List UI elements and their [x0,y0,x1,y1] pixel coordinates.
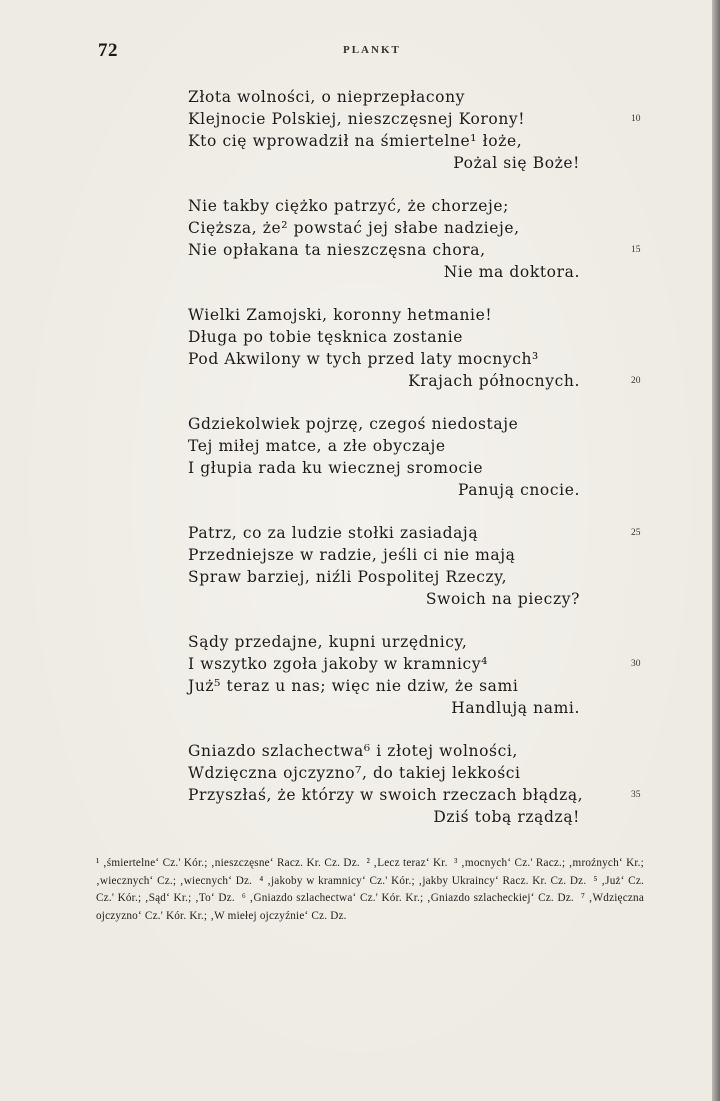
stanza [188,413,580,501]
footnote: ⁵ ‚Już‘ Cz. Cz.' Kór.; ‚Sąd‘ Kr.; ‚To‘ Dz. [96,874,645,904]
poem-line-text: I wszytko zgoła jakoby w kramnicy⁴ [188,655,488,673]
poem-line [188,566,580,588]
poem-line [188,675,580,697]
poem-line [188,457,580,479]
poem-line-text: Spraw barziej, niźli Pospolitej Rzeczy, [188,568,508,586]
poem-line-text: Pożal się Boże! [453,154,580,172]
poem-line [188,653,641,675]
poem-line [188,217,580,239]
line-number: 10 [631,114,641,124]
poem-line [188,544,580,566]
poem-line [188,435,580,457]
poem-line-text: Panują cnocie. [457,481,580,499]
poem-line-text: Nie takby ciężko patrzyć, że chorzeje; [188,197,509,215]
poem-line [188,370,641,392]
line-number: 35 [631,790,641,800]
footnote: ⁷ ‚Wdzięczna ojczyzno‘ Cz.' Kór. Kr.; ‚W miełej ojczyźnie‘ Cz. Dz. [96,892,645,922]
poem-line-text: Złota wolności, o nieprzepłacony [188,88,466,106]
poem-line-text: Handlują nami. [451,699,580,717]
footnote: ² ‚Lecz teraz‘ Kr. [366,857,448,869]
poem-line-text: Wdzięczna ojczyzno⁷, do takiej lekkości [188,764,521,782]
line-number: 25 [631,528,641,538]
poem-line [188,304,580,326]
line-number: 20 [631,376,641,386]
page-edge-shadow [712,0,720,1101]
poem-line-text: Przedniejsze w radzie, jeśli ci nie mają [188,546,516,564]
poem-line-text: Cięższa, że² powstać jej słabe nadzieje, [188,219,520,237]
poem-line [188,413,580,435]
poem-line [188,108,641,130]
poem-line [188,479,580,501]
poem-line [188,522,641,544]
poem-line [188,784,641,806]
poem-line [188,195,580,217]
poem-line [188,697,580,719]
poem-line [188,588,580,610]
poem-line-text: Gniazdo szlachectwa⁶ i złotej wolności, [188,742,518,760]
page-number: 72 [98,40,118,61]
poem-line [188,806,580,828]
poem-line-text: Sądy przedajne, kupni urzędnicy, [188,633,468,651]
stanza [188,86,641,174]
poem [188,86,641,849]
poem-line-text: Tej miłej matce, a złe obyczaje [188,437,446,455]
line-number: 30 [631,659,641,669]
poem-line-text: Już⁵ teraz u nas; więc nie dziw, że sami [188,677,519,695]
footnotes [96,855,644,925]
poem-line-text: Gdziekolwiek pojrzę, czegoś niedostaje [188,415,519,433]
line-number: 15 [631,245,641,255]
poem-line [188,348,580,370]
poem-line [188,631,580,653]
poem-line-text: Nie ma doktora. [443,263,580,281]
poem-line-text: Nie opłakana ta nieszczęsna chora, [188,241,486,259]
poem-line-text: I głupia rada ku wiecznej sromocie [188,459,484,477]
poem-line-text: Dziś tobą rządzą! [433,808,580,826]
poem-line-text: Wielki Zamojski, koronny hetmanie! [188,306,493,324]
poem-line [188,86,580,108]
stanza [188,631,641,719]
stanza [188,195,641,283]
page-header [98,40,618,64]
poem-line [188,239,641,261]
poem-line-text: Krajach północnych. [408,372,580,390]
stanza [188,304,641,392]
poem-line [188,740,580,762]
footnote: ⁴ ‚jakoby w kramnicy‘ Cz.' Kór.; ‚jakby Ukraincy‘ Racz. Kr. Cz. Dz. [259,874,587,887]
poem-line-text: Swoich na pieczy? [425,590,580,608]
footnote: ⁶ ‚Gniazdo szlachectwa‘ Cz.' Kór. Kr.; ‚Gniazdo szlacheckiej‘ Cz. Dz. [241,892,574,904]
poem-line [188,261,580,283]
poem-line-text: Przyszłaś, że którzy w swoich rzeczach błądzą, [188,786,584,804]
poem-line-text: Pod Akwilony w tych przed laty mocnych³ [188,350,539,368]
stanza [188,522,641,610]
poem-line [188,326,580,348]
poem-line [188,130,580,152]
running-head: PLANKT [343,44,401,56]
stanza [188,740,641,828]
footnote: ¹ ‚śmiertelne‘ Cz.' Kór.; ‚nieszczęsne‘ Racz. Kr. Cz. Dz. [96,857,360,869]
poem-line [188,762,580,784]
poem-line-text: Patrz, co za ludzie stołki zasiadają [188,524,479,542]
poem-line-text: Klejnocie Polskiej, nieszczęsnej Korony! [188,110,526,128]
poem-line [188,152,580,174]
poem-line-text: Kto cię wprowadził na śmiertelne¹ łoże, [188,132,523,150]
poem-line-text: Długa po tobie tęsknica zostanie [188,328,464,346]
footnote: ³ ‚mocnych‘ Cz.' Racz.; ‚mroźnych‘ Kr.; ‚wiecznych‘ Cz.; ‚wiecnych‘ Dz. [96,857,644,887]
